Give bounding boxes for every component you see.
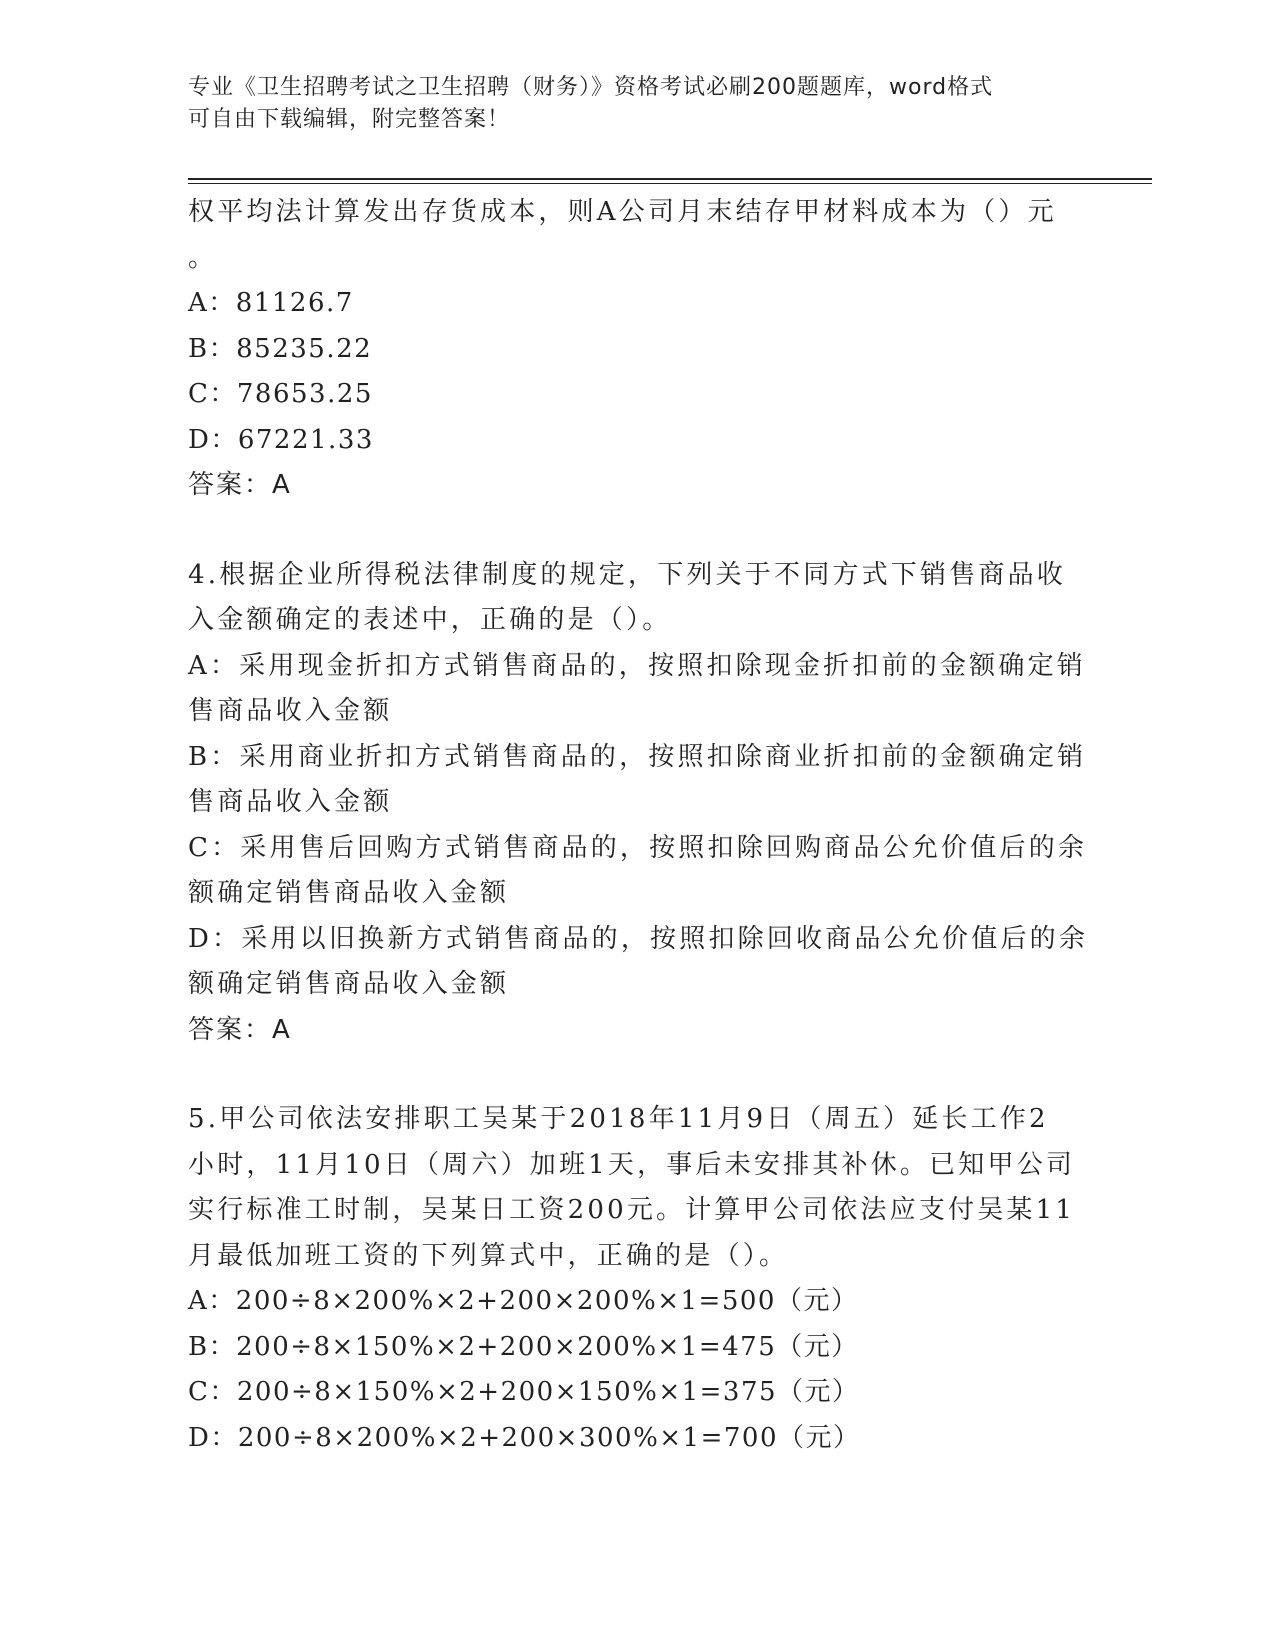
question-3-option-a: A：81126.7 <box>188 288 354 318</box>
document-header <box>188 72 1088 136</box>
question-5-stem-line-3: 实行标准工时制，吴某日工资200元。计算甲公司依法应支付吴某11 <box>188 1195 1076 1225</box>
question-5 <box>188 1097 1088 1461</box>
question-4-option-a-line-1: A：采用现金折扣方式销售商品的，按照扣除现金折扣前的金额确定销 <box>188 650 1086 681</box>
question-3 <box>188 190 1088 509</box>
question-5-stem-line-4: 月最低加班工资的下列算式中，正确的是（）。 <box>188 1240 789 1271</box>
question-3-option-c: C：78653.25 <box>188 379 373 409</box>
question-4-option-d-line-1: D：采用以旧换新方式销售商品的，按照扣除回收商品公允价值后的余 <box>188 923 1089 954</box>
question-5-option-a: A：200÷8×200%×2+200×200%×1=500（元） <box>188 1286 859 1316</box>
question-list <box>188 190 1088 1461</box>
question-4-stem-line-1: 4.根据企业所得税法律制度的规定，下列关于不同方式下销售商品收 <box>188 559 1067 590</box>
question-4-option-b-line-2: 售商品收入金额 <box>188 787 393 817</box>
question-4-option-c-line-1: C：采用售后回购方式销售商品的，按照扣除回购商品公允价值后的余 <box>188 832 1088 863</box>
question-5-option-d: D：200÷8×200%×2+200×300%×1=700（元） <box>188 1422 861 1453</box>
question-3-stem-line-2: 。 <box>188 242 218 273</box>
question-4-option-d-line-2: 额确定销售商品收入金额 <box>188 969 510 999</box>
question-4-option-c-line-2: 额确定销售商品收入金额 <box>188 878 510 908</box>
question-5-option-c: C：200÷8×150%×2+200×150%×1=375（元） <box>188 1377 860 1407</box>
question-5-stem-line-2: 小时，11月10日（周六）加班1天，事后未安排其补休。已知甲公司 <box>188 1149 1076 1180</box>
question-3-stem-line-1: 权平均法计算发出存货成本，则A公司月末结存甲材料成本为（）元 <box>188 197 1057 227</box>
question-3-answer: 答案：A <box>188 470 292 500</box>
question-5-option-b: B：200÷8×150%×2+200×200%×1=475（元） <box>188 1331 859 1362</box>
question-4-stem-line-2: 入金额确定的表述中，正确的是（）。 <box>188 605 672 635</box>
question-spacer <box>188 1053 1088 1097</box>
question-3-option-b: B：85235.22 <box>188 333 373 364</box>
header-divider-thin <box>188 183 1152 184</box>
question-4-option-b-line-1: B：采用商业折扣方式销售商品的，按照扣除商业折扣前的金额确定销 <box>188 741 1087 772</box>
header-divider-thick <box>188 178 1152 180</box>
header-title-line-1: 专业《卫生招聘考试之卫生招聘（财务）》资格考试必刷200题题库，word格式 <box>188 75 994 100</box>
question-4-answer: 答案：A <box>188 1014 292 1045</box>
question-4-option-a-line-2: 售商品收入金额 <box>188 696 393 726</box>
question-spacer <box>188 509 1088 553</box>
question-5-stem-line-1: 5.甲公司依法安排职工吴某于2018年11月9日（周五）延长工作2 <box>188 1104 1049 1134</box>
header-title-line-2: 可自由下载编辑，附完整答案！ <box>188 107 511 132</box>
question-3-option-d: D：67221.33 <box>188 424 374 455</box>
question-4 <box>188 553 1088 1054</box>
